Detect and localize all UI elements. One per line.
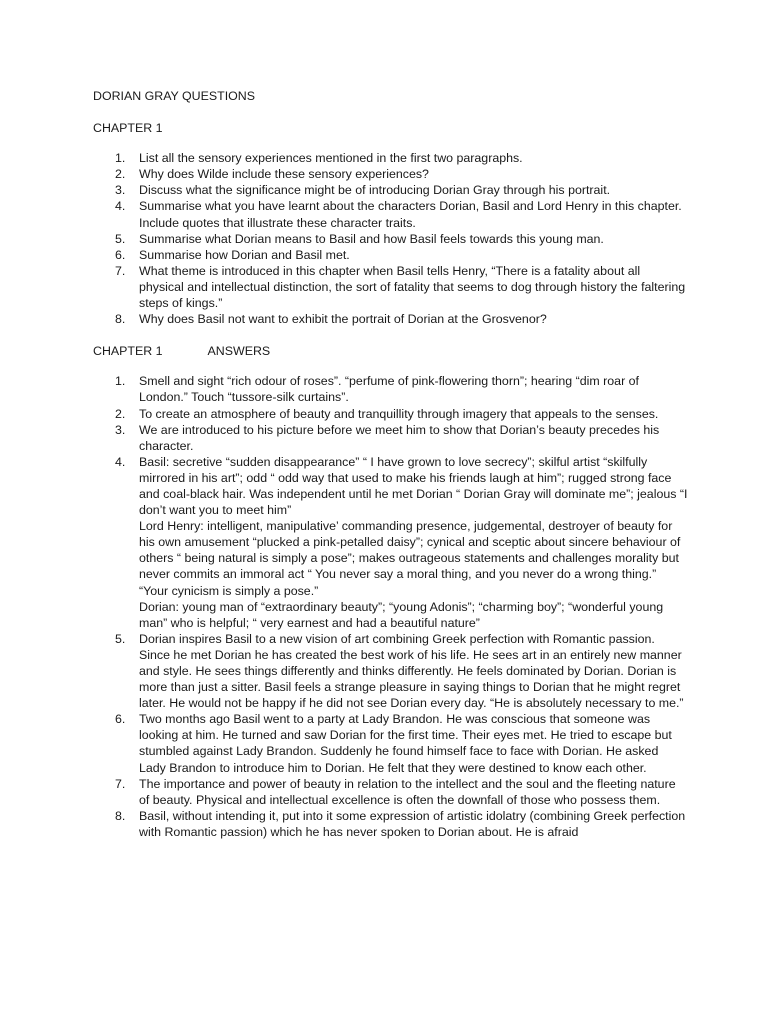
- answer-text: [139, 711, 688, 775]
- answer-item: [93, 776, 688, 808]
- question-number: 6.: [115, 247, 126, 262]
- question-number: 3.: [115, 183, 126, 198]
- answer-paragraph: To create an atmosphere of beauty and tranquillity through imagery that appeals to the senses.: [139, 406, 659, 421]
- answer-text: [139, 454, 688, 631]
- document-title: DORIAN GRAY QUESTIONS: [93, 89, 256, 103]
- answer-paragraph: Dorian: young man of “extraordinary beauty”; “young Adonis”; “charming boy”; “wonderful young man” who is helpful; “ very earnest and had a beautiful nature”: [139, 599, 664, 630]
- answer-paragraph: Two months ago Basil went to a party at Lady Brandon. He was conscious that someone was looking at him. He turned and saw Dorian for the first time. Their eyes met. He tried to escape but stumbled against Lady Brandon. Suddenly he found himself face to face with Dorian. He asked Lady Brandon to introduce him to Dorian. He felt that they were destined to know each other.: [139, 712, 672, 775]
- answer-paragraph: Smell and sight “rich odour of roses”. “perfume of pink-flowering thorn”; hearing “dim roar of London.” Touch “tussore-silk curtains”.: [139, 374, 639, 405]
- answer-number: 5.: [115, 631, 126, 646]
- answer-text: [139, 406, 688, 422]
- question-text: What theme is introduced in this chapter when Basil tells Henry, “There is a fatality about all physical and intellectual distinction, the sort of fatality that seems to dog through history the faltering steps of kings.”: [139, 263, 686, 311]
- answers-heading-chapter: CHAPTER 1: [93, 344, 163, 359]
- answer-item: [93, 808, 688, 840]
- question-item: [93, 263, 688, 311]
- answer-paragraph: Dorian inspires Basil to a new vision of art combining Greek perfection with Romantic passion. Since he met Dorian he has created the best work of his life. He sees art in an entirely new manner and style. He sees things differently and thinks differently. He feels dominated by Dorian. Dorian is more than just a sitter. Basil feels a strange pleasure in saying things to Dorian that he might regret later. He would not be happy if he did not see Dorian every day. “He is absolutely necessary to me.”: [139, 631, 684, 711]
- answer-number: 3.: [115, 422, 126, 437]
- answers-heading: [93, 343, 688, 359]
- questions-list: [93, 150, 688, 327]
- answer-item: [93, 631, 688, 711]
- question-text: Summarise what Dorian means to Basil and how Basil feels towards this young man.: [139, 231, 604, 246]
- questions-heading: CHAPTER 1: [93, 121, 163, 136]
- question-text: Summarise what you have learnt about the characters Dorian, Basil and Lord Henry in this chapter. Include quotes that illustrate these character traits.: [139, 199, 682, 230]
- question-text: Why does Basil not want to exhibit the portrait of Dorian at the Grosvenor?: [139, 312, 547, 327]
- answer-number: 6.: [115, 712, 126, 727]
- question-text: Why does Wilde include these sensory experiences?: [139, 167, 429, 182]
- question-number: 4.: [115, 199, 126, 214]
- answer-item: [93, 373, 688, 405]
- answer-text: [139, 776, 688, 808]
- question-number: 1.: [115, 151, 126, 166]
- answer-text: [139, 631, 688, 711]
- answer-text: [139, 373, 688, 405]
- question-item: [93, 231, 688, 247]
- answer-number: 2.: [115, 406, 126, 421]
- question-item: [93, 311, 688, 327]
- answer-item: [93, 406, 688, 422]
- answer-item: [93, 422, 688, 454]
- answer-paragraph: Basil, without intending it, put into it some expression of artistic idolatry (combining Greek perfection with Romantic passion) which he has never spoken to Dorian about. He is afraid: [139, 808, 686, 839]
- answer-item: [93, 711, 688, 775]
- question-item: [93, 150, 688, 166]
- question-item: [93, 247, 688, 263]
- answers-heading-label: ANSWERS: [207, 344, 271, 359]
- question-number: 8.: [115, 312, 126, 327]
- answers-list: [93, 373, 688, 840]
- answer-paragraph: The importance and power of beauty in relation to the intellect and the soul and the fleeting nature of beauty. Physical and intellectual excellence is often the downfall of those who possess them.: [139, 776, 676, 807]
- answer-text: [139, 808, 688, 840]
- question-text: Summarise how Dorian and Basil met.: [139, 247, 350, 262]
- question-number: 2.: [115, 167, 126, 182]
- answer-text: [139, 422, 688, 454]
- answer-number: 4.: [115, 454, 126, 469]
- question-number: 5.: [115, 231, 126, 246]
- question-number: 7.: [115, 263, 126, 278]
- question-item: [93, 198, 688, 230]
- question-item: [93, 166, 688, 182]
- question-item: [93, 182, 688, 198]
- question-text: Discuss what the significance might be of introducing Dorian Gray through his portrait.: [139, 183, 611, 198]
- answer-item: [93, 454, 688, 631]
- answer-paragraph: We are introduced to his picture before we meet him to show that Dorian’s beauty precedes his character.: [139, 422, 660, 453]
- answer-number: 1.: [115, 374, 126, 389]
- answer-number: 8.: [115, 808, 126, 823]
- answer-paragraph: Lord Henry: intelligent, manipulative’ commanding presence, judgemental, destroyer of beauty for his own amusement “plucked a pink-petalled daisy”; cynical and sceptic about sincere behaviour of others “ being natural is simply a pose”; makes outrageous statements and challenges morality but never commits an immoral act “ You never say a moral thing, and you never do a wrong thing.” “Your cynicism is simply a pose.”: [139, 519, 681, 598]
- answer-paragraph: Basil: secretive “sudden disappearance” “ I have grown to love secrecy”; skilful artist “skilfully mirrored in his art”; odd “ odd way that used to make his friends laugh at him”; rugged strong face and coal-black hair. Was independent until he met Dorian “ Dorian Gray will dominate me”; jealous “I don’t want you to meet him”: [139, 454, 688, 518]
- question-text: List all the sensory experiences mentioned in the first two paragraphs.: [139, 151, 523, 166]
- answer-number: 7.: [115, 776, 126, 791]
